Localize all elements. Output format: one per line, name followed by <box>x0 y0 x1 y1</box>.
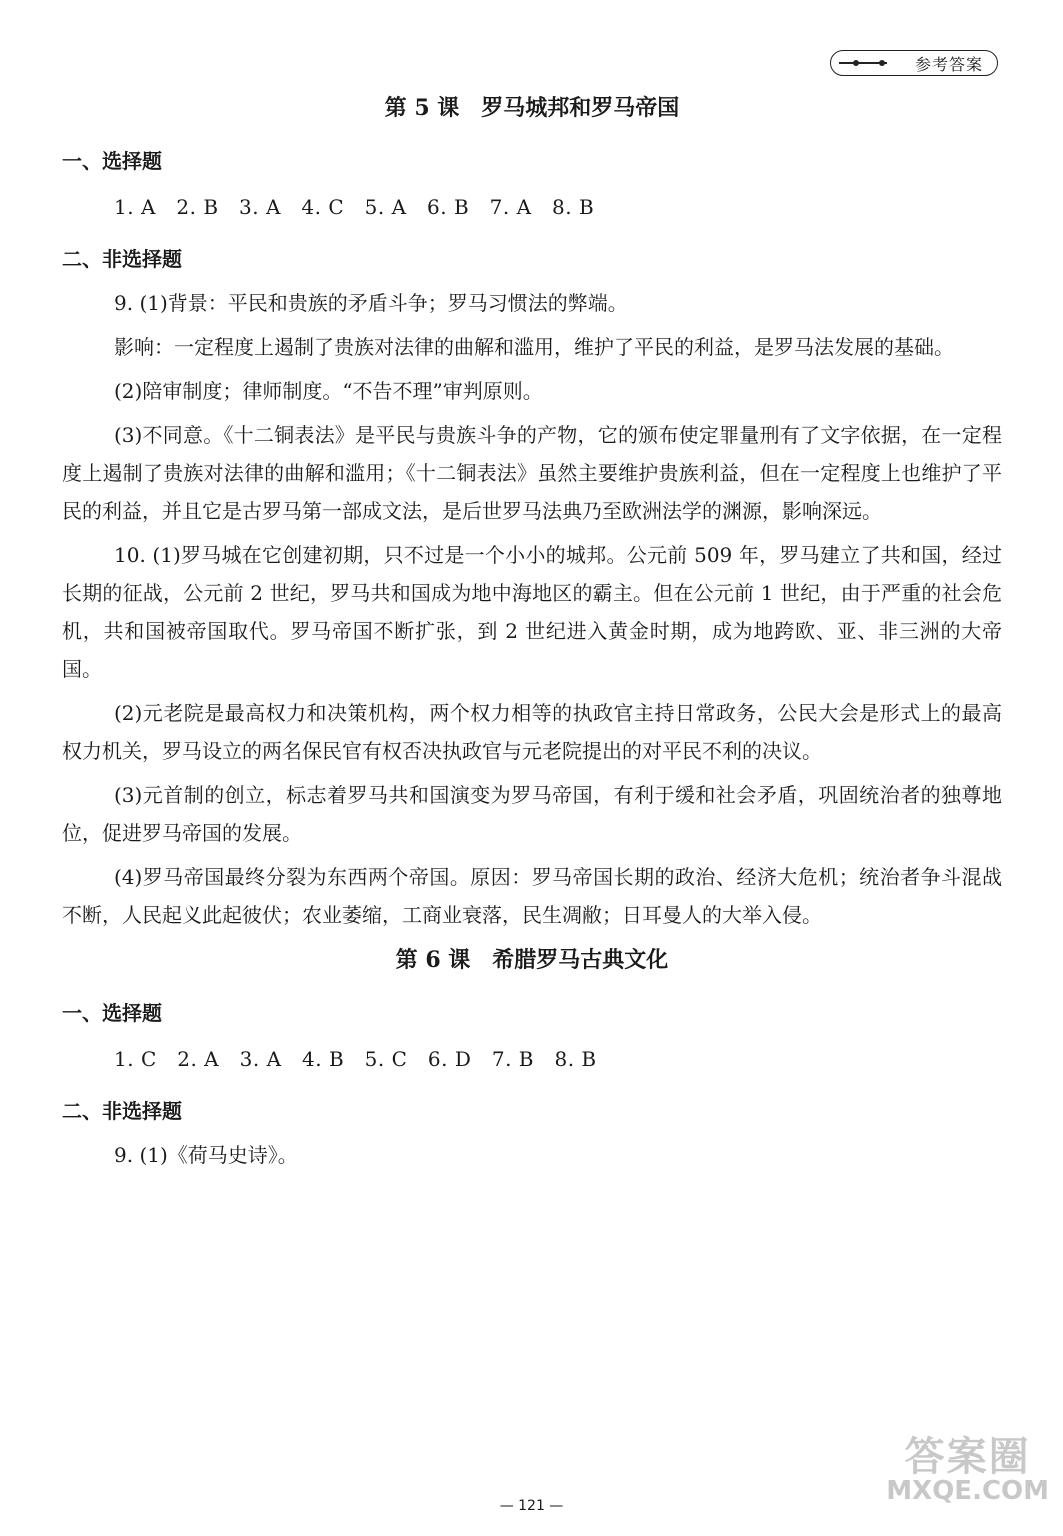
lesson5-para-6: (2)元老院是最高权力和决策机构，两个权力相等的执政官主持日常政务，公民大会是形式上的最高权力机关，罗马设立的两名保民官有权否决执政官与元老院提出的对平民不利的决议。 <box>62 701 1002 763</box>
page-number: — 121 — <box>499 1498 564 1514</box>
lesson6-title: 第 6 课 希腊罗马古典文化 <box>395 947 669 973</box>
lesson5-para-7: (3)元首制的创立，标志着罗马共和国演变为罗马帝国，有利于缓和社会矛盾，巩固统治者的独尊地位，促进罗马帝国的发展。 <box>62 783 1002 845</box>
lesson6-section-choice: 一、选择题 <box>62 1001 162 1025</box>
lesson5-section-nonchoice: 二、非选择题 <box>62 247 182 271</box>
watermark-line1: 答案圈 <box>904 1434 1031 1480</box>
lesson5-para-5: 10. (1)罗马城在它创建初期，只不过是一个小小的城邦。公元前 509 年，罗马建立了共和国，经过长期的征战，公元前 2 世纪，罗马共和国成为地中海地区的霸主。但在公元前 1 世纪，由于严重的社会危机，共和国被帝国取代。罗马帝国不断扩张，到 2 世纪进入黄金时期，成为地跨欧、亚、非三洲的大帝国。 <box>62 543 1002 681</box>
lesson5-para-3: (2)陪审制度；律师制度。“不告不理”审判原则。 <box>114 379 543 403</box>
lesson6-choice-answers: 1. C 2. A 3. A 4. B 5. C 6. D 7. B 8. B <box>114 1047 597 1071</box>
lesson5-section-choice: 一、选择题 <box>62 149 162 173</box>
lesson5-para-1: 9. (1)背景：平民和贵族的矛盾斗争；罗马习惯法的弊端。 <box>114 291 628 315</box>
page-content <box>62 88 1002 1180</box>
lesson5-para-2: 影响：一定程度上遏制了贵族对法律的曲解和滥用，维护了平民的利益，是罗马法发展的基础。 <box>114 335 954 359</box>
site-watermark-logo <box>886 1434 1049 1508</box>
lesson6-para-1: 9. (1)《荷马史诗》。 <box>114 1143 298 1167</box>
lesson5-choice-answers: 1. A 2. B 3. A 4. C 5. A 6. B 7. A 8. B <box>114 195 595 219</box>
lesson5-para-4: (3)不同意。《十二铜表法》是平民与贵族斗争的产物，它的颁布使定罪量刑有了文字依据，在一定程度上遏制了贵族对法律的曲解和滥用；《十二铜表法》虽然主要维护贵族利益，但在一定程度上也维护了平民的利益，并且它是古罗马第一部成文法，是后世罗马法典乃至欧洲法学的渊源，影响深远。 <box>62 423 1002 523</box>
lesson5-title: 第 5 课 罗马城邦和罗马帝国 <box>384 95 680 121</box>
lesson6-section-nonchoice: 二、非选择题 <box>62 1099 182 1123</box>
answer-key-label: 参考答案 <box>914 54 983 74</box>
lesson5-para-8: (4)罗马帝国最终分裂为东西两个帝国。原因：罗马帝国长期的政治、经济大危机；统治者争斗混战不断，人民起义此起彼伏；农业萎缩，工商业衰落，民生凋敝；日耳曼人的大举入侵。 <box>62 865 1002 927</box>
answer-key-tag <box>830 50 998 76</box>
decorative-dots-icon <box>839 62 887 64</box>
watermark-line2: MXQE.COM <box>886 1476 1049 1506</box>
